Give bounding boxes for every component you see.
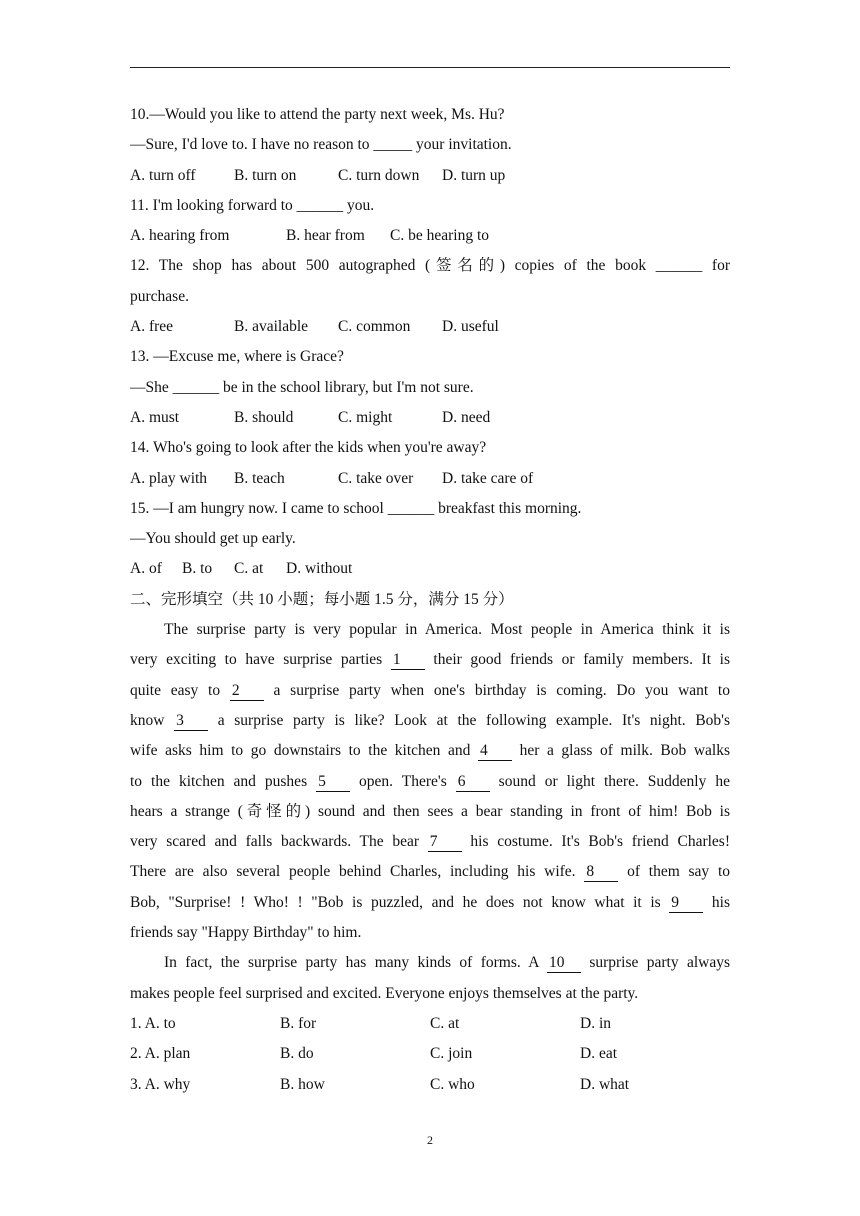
cloze-blank-8: 8 [584, 863, 618, 882]
header-rule [130, 67, 730, 68]
q12-option-b: B. available [234, 318, 309, 336]
passage-text: very scared and falls backwards. The bear [130, 833, 428, 851]
q10-option-b: B. turn on [234, 166, 297, 184]
passage-line [130, 645, 730, 675]
cloze-option: D. in [580, 1014, 611, 1032]
q14-option-a: A. play with [130, 469, 208, 487]
cloze-option: D. what [580, 1075, 630, 1093]
cloze-blank-3: 3 [174, 712, 208, 731]
q12-stem-line2: purchase. [130, 287, 189, 305]
q11-options [130, 221, 730, 251]
passage-text: of them say to [618, 863, 730, 881]
cloze-blank-2: 2 [230, 682, 264, 701]
q13-stem: 13. —Excuse me, where is Grace? [130, 348, 344, 366]
passage-line [130, 706, 730, 736]
passage-line: makes people feel surprised and excited. Everyone enjoys themselves at the party. [130, 984, 639, 1002]
q14-stem: 14. Who's going to look after the kids when you're away? [130, 439, 487, 457]
cloze-passage [130, 615, 730, 1009]
q10-options [130, 161, 730, 191]
cloze-blank-7: 7 [428, 833, 462, 852]
exam-content [130, 100, 730, 1100]
section2-heading: 二、完形填空（共 10 小题；每小题 1.5 分，满分 15 分） [130, 590, 514, 608]
cloze-blank-9: 9 [669, 894, 703, 913]
passage-text: surprise party always [580, 954, 730, 972]
q10-reply: —Sure, I'd love to. I have no reason to _____ your invitation. [130, 136, 512, 154]
cloze-option-row [130, 1070, 730, 1100]
passage-line [130, 948, 730, 978]
cloze-option: B. do [280, 1045, 314, 1063]
q11-option-b: B. hear from [286, 227, 365, 245]
passage-line [130, 676, 730, 706]
q13-option-a: A. must [130, 408, 180, 426]
cloze-blank-6: 6 [456, 773, 490, 792]
q13-reply: —She ______ be in the school library, but I'm not sure. [130, 378, 474, 396]
cloze-option: 2. A. plan [130, 1045, 191, 1063]
q12-option-c: C. common [338, 318, 411, 336]
q14-options [130, 464, 730, 494]
q12-options [130, 312, 730, 342]
q13-option-c: C. might [338, 408, 393, 426]
passage-text: Bob, "Surprise! ! Who! ! "Bob is puzzled, and he does not know what it is [130, 893, 670, 911]
q15-option-b: B. to [182, 560, 213, 578]
passage-text: his [703, 893, 730, 911]
q15-options [130, 554, 730, 584]
q10-stem: 10.—Would you like to attend the party next week, Ms. Hu? [130, 106, 505, 123]
cloze-blank-4: 4 [478, 742, 512, 761]
passage-line [130, 736, 730, 766]
passage-text: their good friends or family members. It is [424, 651, 730, 669]
cloze-option: B. how [280, 1075, 325, 1093]
q10-option-d: D. turn up [442, 166, 506, 184]
cloze-option: D. eat [580, 1045, 618, 1063]
q11-option-a: A. hearing from [130, 227, 230, 245]
passage-text: a surprise party when one's birthday is coming. Do you want to [263, 681, 730, 699]
passage-line [130, 888, 730, 918]
q10-option-a: A. turn off [130, 166, 196, 184]
q13-option-b: B. should [234, 408, 294, 426]
passage-text: her a glass of milk. Bob walks [511, 742, 730, 760]
q15-option-a: A. of [130, 560, 162, 578]
passage-line: hears a strange (奇怪的) sound and then sees a bear standing in front of him! Bob is [130, 802, 730, 820]
passage-text: There are also several people behind Charles, including his wife. [130, 863, 585, 881]
q11-option-c: C. be hearing to [390, 227, 490, 245]
passage-line: friends say "Happy Birthday" to him. [130, 924, 362, 942]
q15-option-c: C. at [234, 560, 264, 578]
cloze-blank-5: 5 [316, 773, 350, 792]
page-number: 2 [427, 1133, 433, 1147]
passage-line [130, 857, 730, 887]
q15-option-d: D. without [286, 560, 353, 578]
passage-text: know [130, 711, 175, 729]
passage-text: quite easy to [130, 681, 230, 699]
passage-text: open. There's [350, 772, 456, 790]
q15-reply: —You should get up early. [130, 530, 296, 548]
q11-stem: 11. I'm looking forward to ______ you. [130, 196, 375, 214]
q12-option-a: A. free [130, 318, 174, 336]
q10-option-c: C. turn down [338, 166, 420, 184]
passage-text: his costume. It's Bob's friend Charles! [461, 833, 730, 851]
cloze-options [130, 1009, 730, 1100]
passage-text: very exciting to have surprise parties [130, 651, 391, 669]
q14-option-b: B. teach [234, 469, 285, 487]
passage-line [130, 767, 730, 797]
q14-option-c: C. take over [338, 469, 414, 487]
passage-text: In fact, the surprise party has many kinds of forms. A [164, 954, 547, 972]
passage-text: to the kitchen and pushes [130, 772, 317, 790]
q14-option-d: D. take care of [442, 469, 534, 487]
q13-options [130, 403, 730, 433]
q12-option-d: D. useful [442, 318, 499, 336]
cloze-option: C. at [430, 1014, 460, 1032]
q15-stem: 15. —I am hungry now. I came to school ______ breakfast this morning. [130, 499, 582, 517]
passage-text: sound or light there. Suddenly he [489, 772, 730, 790]
cloze-option: 1. A. to [130, 1014, 176, 1032]
q13-option-d: D. need [442, 408, 491, 426]
passage-line [130, 827, 730, 857]
cloze-blank-1: 1 [391, 651, 425, 670]
cloze-option: C. who [430, 1075, 475, 1093]
passage-text: a surprise party is like? Look at the following example. It's night. Bob's [208, 711, 730, 729]
cloze-blank-10: 10 [547, 954, 581, 973]
cloze-option-row [130, 1009, 730, 1039]
cloze-option: 3. A. why [130, 1075, 191, 1093]
cloze-option: C. join [430, 1045, 473, 1063]
q12-stem-line1: 12. The shop has about 500 autographed (签名的) copies of the book ______ for [130, 257, 730, 275]
passage-text: wife asks him to go downstairs to the kitchen and [130, 742, 478, 760]
cloze-option: B. for [280, 1014, 317, 1032]
cloze-option-row [130, 1039, 730, 1069]
passage-line: The surprise party is very popular in America. Most people in America think it is [164, 621, 730, 639]
